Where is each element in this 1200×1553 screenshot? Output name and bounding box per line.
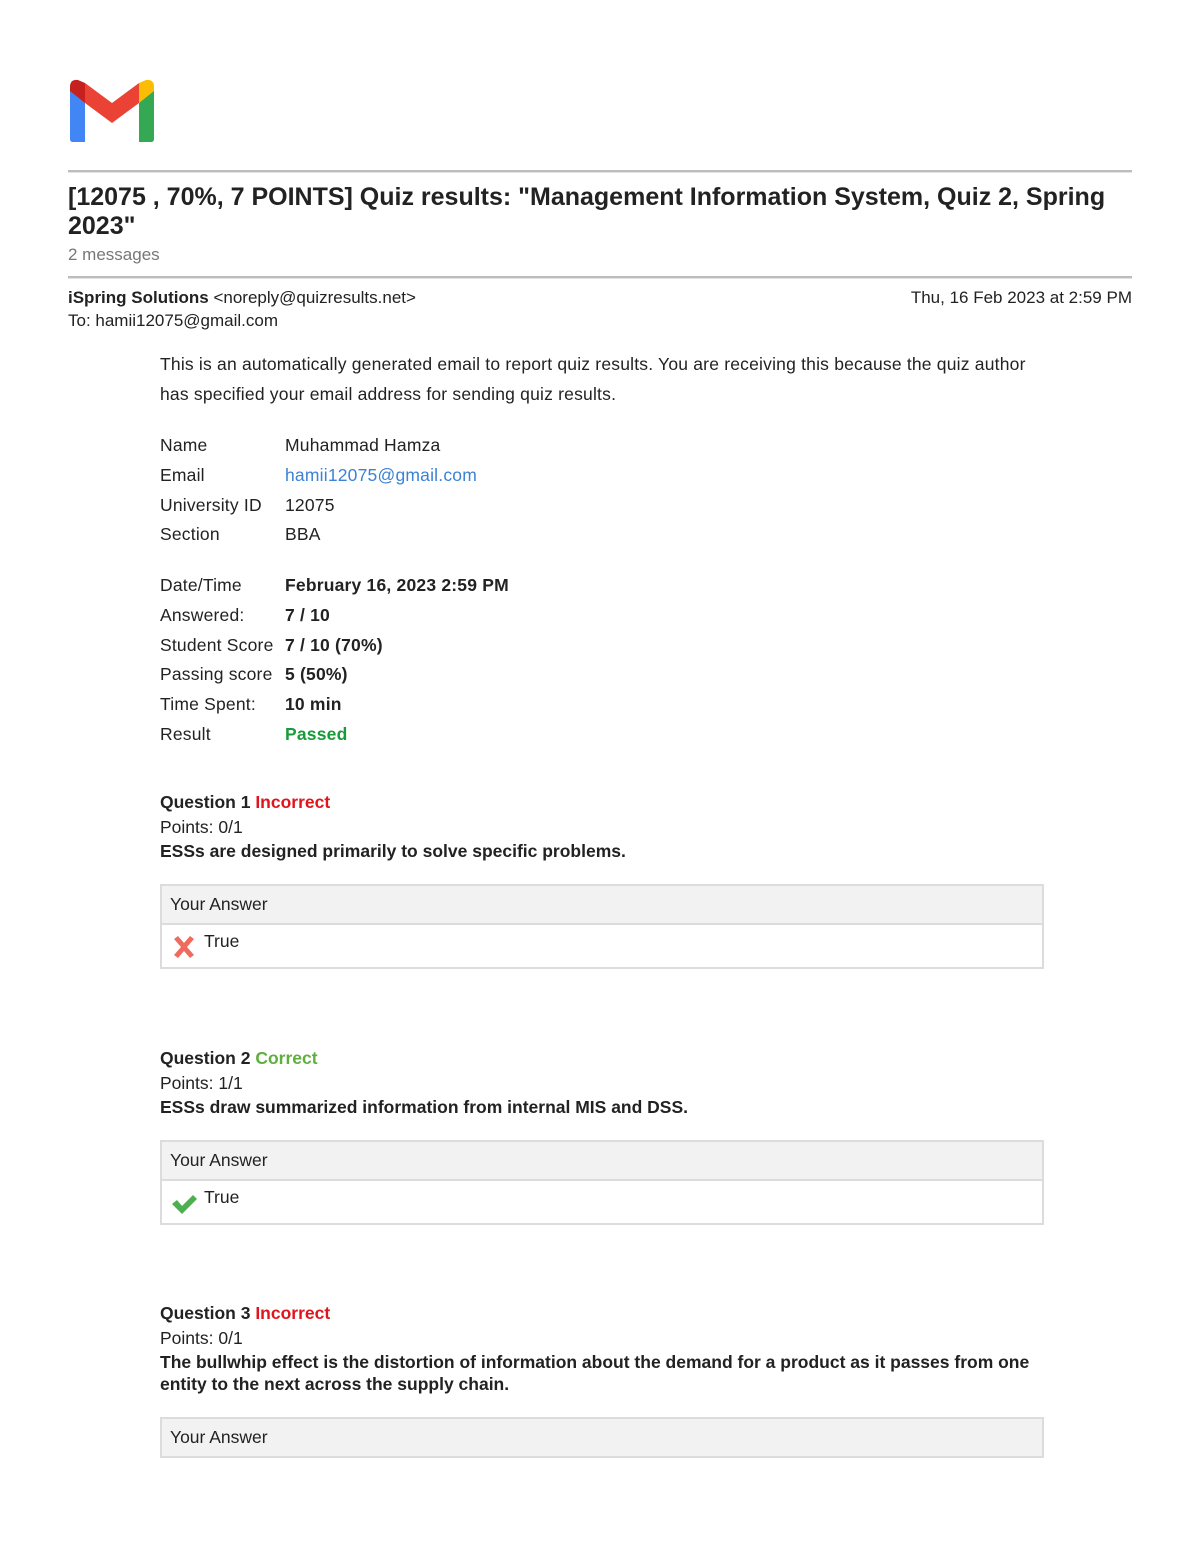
- question-status-correct: Correct: [255, 1048, 318, 1068]
- question-3: [160, 1300, 1044, 1458]
- result-value: 5 (50%): [285, 664, 348, 685]
- question-number: Question 1: [160, 792, 251, 812]
- student-row-id: [160, 490, 477, 520]
- student-value: Muhammad Hamza: [285, 435, 441, 456]
- result-label: Time Spent:: [160, 694, 256, 715]
- question-text: ESSs are designed primarily to solve specific problems.: [160, 841, 626, 861]
- cross-icon: [170, 933, 198, 961]
- result-label: Passing score: [160, 664, 273, 685]
- student-row-name: [160, 431, 477, 461]
- results-table: [160, 571, 509, 749]
- result-label: Student Score: [160, 634, 274, 655]
- answer-header: Your Answer: [162, 886, 1042, 925]
- result-row: [160, 690, 509, 720]
- answer-row: [162, 1181, 1042, 1223]
- question-1: [160, 789, 1044, 969]
- student-info-table: [160, 431, 477, 550]
- result-value: February 16, 2023 2:59 PM: [285, 575, 509, 596]
- question-points: Points: 0/1: [160, 817, 243, 837]
- answer-box: [160, 1140, 1044, 1225]
- question-status-incorrect: Incorrect: [255, 1303, 331, 1323]
- question-title: [160, 1300, 1044, 1326]
- sender-line: [68, 288, 416, 308]
- result-label: Date/Time: [160, 575, 242, 596]
- result-status-passed: Passed: [285, 723, 348, 744]
- question-text: ESSs draw summarized information from internal MIS and DSS.: [160, 1097, 689, 1117]
- email-subject: [12075 , 70%, 7 POINTS] Quiz results: "Management Information System, Quiz 2, Spring 2023": [68, 183, 1106, 240]
- sender-address: <noreply@quizresults.net>: [213, 288, 416, 307]
- intro-paragraph: This is an automatically generated email to report quiz results. You are receiving this because the quiz author has specified your email address for sending quiz results.: [160, 354, 1026, 404]
- result-label: Result: [160, 723, 211, 744]
- question-2: [160, 1045, 1044, 1225]
- question-status-incorrect: Incorrect: [255, 792, 331, 812]
- question-points: Points: 0/1: [160, 1328, 243, 1348]
- result-label: Answered:: [160, 605, 245, 626]
- question-title: [160, 1045, 1044, 1071]
- answer-box: [160, 1417, 1044, 1458]
- question-text: The bullwhip effect is the distortion of information about the demand for a product as it passes from one entity to the next across the supply chain.: [160, 1352, 1030, 1394]
- student-label: Name: [160, 435, 208, 456]
- email-date: Thu, 16 Feb 2023 at 2:59 PM: [910, 288, 1132, 307]
- result-value: 7 / 10: [285, 605, 330, 626]
- answer-header: Your Answer: [162, 1142, 1042, 1181]
- subject-divider: [68, 276, 1132, 278]
- question-number: Question 3: [160, 1303, 251, 1323]
- student-label: Section: [160, 524, 220, 545]
- student-row-email: [160, 461, 477, 491]
- message-count: 2 messages: [68, 245, 160, 264]
- result-row: [160, 660, 509, 690]
- question-number: Question 2: [160, 1048, 251, 1068]
- recipient-line: To: hamii12075@gmail.com: [68, 311, 279, 330]
- answer-row: [162, 925, 1042, 967]
- question-title: [160, 789, 1044, 815]
- answer-header: Your Answer: [162, 1419, 1042, 1456]
- student-row-section: [160, 520, 477, 550]
- result-row: [160, 719, 509, 749]
- student-label: University ID: [160, 494, 262, 515]
- gmail-logo-icon: [70, 79, 154, 143]
- result-value: 10 min: [285, 694, 342, 715]
- result-row: [160, 571, 509, 601]
- check-icon: [170, 1189, 198, 1217]
- student-email-link[interactable]: hamii12075@gmail.com: [285, 465, 477, 486]
- answer-text: True: [204, 931, 240, 951]
- header-divider: [68, 170, 1132, 172]
- result-row: [160, 630, 509, 660]
- student-value: BBA: [285, 524, 321, 545]
- answer-text: True: [204, 1187, 240, 1207]
- answer-box: [160, 884, 1044, 969]
- student-value: 12075: [285, 494, 335, 515]
- question-points: Points: 1/1: [160, 1073, 243, 1093]
- result-row: [160, 601, 509, 631]
- student-label: Email: [160, 465, 205, 486]
- sender-name: iSpring Solutions: [68, 288, 209, 307]
- result-value: 7 / 10 (70%): [285, 634, 383, 655]
